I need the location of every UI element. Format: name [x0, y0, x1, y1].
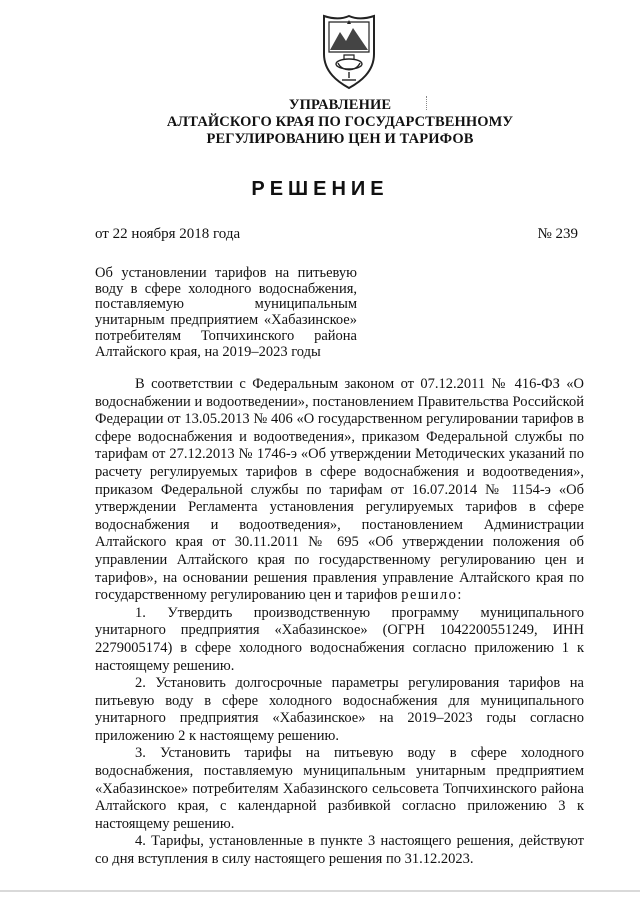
item-3: 3. Установить тарифы на питьевую воду в сфере холодного водоснабжения, поставляемую муниципальным унитарным предприятием «Хабазинское» потребителям Хабазинского сельсовета Топчихинского района Алтайского края, с календарной разбивкой согласно приложению 3 к настоящему решению.	[95, 745, 584, 832]
org-line-2: АЛТАЙСКОГО КРАЯ ПО ГОСУДАРСТВЕННОМУ	[166, 114, 514, 130]
scan-bottom-edge	[0, 890, 640, 892]
item-4: 4. Тарифы, установленные в пункте 3 настоящего решения, действуют со дня вступления в силу настоящего решения по 31.12.2023.	[95, 833, 584, 868]
decision-subject: Об установлении тарифов на питьевую воду в сфере холодного водоснабжения, поставляемую муниципальным унитарным предприятием «Хабазинское» потребителям Топчихинского района Алтайского края, на 2019–2023 годы	[95, 265, 357, 360]
org-line-3: РЕГУЛИРОВАНИЮ ЦЕН И ТАРИФОВ	[206, 131, 474, 147]
org-line-1: УПРАВЛЕНИЕ	[288, 97, 392, 113]
decision-number: № 239	[537, 226, 578, 242]
item-1: 1. Утвердить производственную программу муниципального унитарного предприятия «Хабазинское» (ОГРН 1042200551249, ИНН 2279005174) в сфере холодного водоснабжения согласно приложению 1 к настоящему решению.	[95, 604, 584, 674]
issuing-organization	[160, 97, 520, 148]
altai-krai-coat-of-arms-icon	[318, 14, 380, 90]
item-2: 2. Установить долгосрочные параметры регулирования тарифов на питьевую воду в сфере холодного водоснабжения для муниципального унитарного предприятия «Хабазинское» на 2019–2023 годы согласно приложению 2 к настоящему решению.	[95, 675, 584, 744]
preamble-paragraph	[95, 376, 584, 605]
decision-date: от 22 ноября 2018 года	[95, 226, 241, 242]
preamble-text: В соответствии с Федеральным законом от 07.12.2011 № 416-ФЗ «О водоснабжении и водоотведении», постановлением Правительства Российской Федерации от 13.05.2013 № 406 «О государственном регулировании тарифов в сфере водоснабжения и водоотведения», приказом Федеральной службы по тарифам от 27.12.2013 № 1746-э «Об утверждении Методических указаний по расчету регулируемых тарифов в сфере водоснабжения и водоотведения», приказом Федеральной службы по тарифам от 16.07.2014 № 1154-э «Об утверждении Регламента установления регулируемых тарифов в сфере водоснабжения и водоотведения», постановлением Администрации Алтайского края от 30.11.2011 № 695 «Об утверждении положения об управлении Алтайского края по государственному регулированию цен и тарифов», на основании решения правления управление Алтайского края по государственному регулированию цен и тарифов	[95, 376, 584, 604]
decides-word: решило:	[401, 587, 463, 604]
document-title: РЕШЕНИЕ	[251, 178, 389, 200]
decision-body	[95, 376, 584, 869]
